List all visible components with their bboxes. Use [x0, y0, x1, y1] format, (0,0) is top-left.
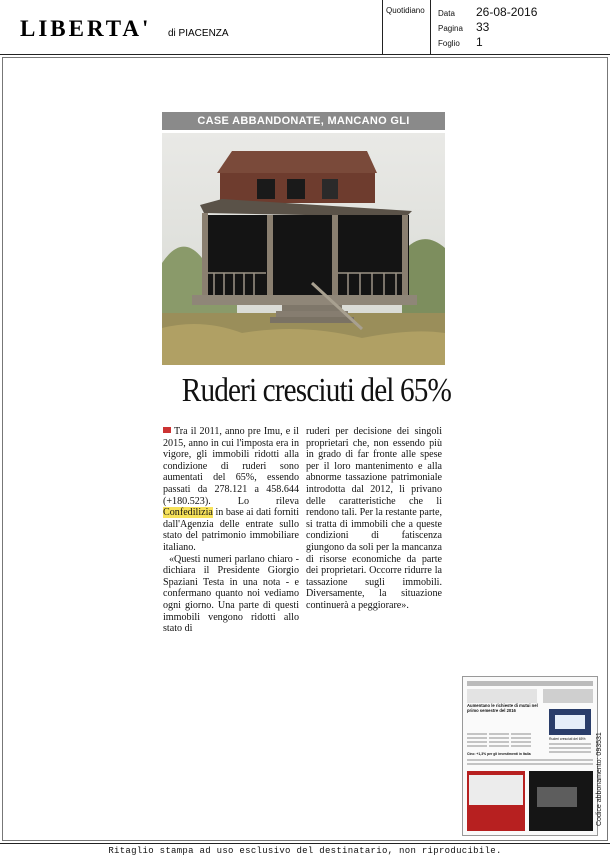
publication-type: Quotidiano — [386, 6, 425, 15]
abandoned-house-photo — [162, 133, 445, 365]
article-paragraph: ruderi per decisione dei singoli proprietari che, non essendo più in grado di far fronte alle spese per il loro mantenimento e alla abnorme tassazione patrimoniale introdotta dal 2012, li privano delle caratteristiche che li rendono tali. Per la restante parte, si tratta di immobili che a queste condizioni di fatiscenza giungono da soli per la mancanza di risorse economiche da parte dei proprietari. Occorre ridurre la tassazione sugli immobili. Diversamente, la situazione continuerà a peggiorare». — [306, 426, 442, 611]
newspaper-logo-subtitle: di PIACENZA — [168, 28, 229, 39]
page-thumbnail — [462, 676, 598, 836]
article-paragraph — [163, 426, 299, 554]
masthead-divider — [382, 0, 383, 54]
highlighted-term: Confedilizia — [163, 507, 213, 519]
article-kicker: CASE ABBANDONATE, MANCANO GLI — [162, 112, 445, 130]
article-text: in base ai dati forniti dall'Agenzia delle entrate sullo stato del patrimonio immobiliare italiano. — [163, 507, 299, 553]
pagina-value: 33 — [476, 20, 490, 34]
foglio-label: Foglio — [438, 39, 460, 48]
data-label: Data — [438, 9, 455, 18]
data-value: 26-08-2016 — [476, 5, 538, 19]
subscription-code-text: Codice abbonamento: 093531 — [596, 732, 603, 826]
article-paragraph: «Questi numeri parlano chiaro - dichiara il Presidente Giorgio Spaziani Testa in una nota - e confermano quanto noi vediamo ogni giorno. Una parte di questi immobili vengono ridotti allo stato di — [163, 553, 299, 635]
article-column-left — [163, 426, 299, 635]
newspaper-logo: LIBERTA' — [20, 16, 152, 41]
article-headline: Ruderi cresciuti del 65% — [181, 372, 452, 409]
footer-notice: Ritaglio stampa ad uso esclusivo del destinatario, non riproducibile. — [0, 843, 610, 861]
thumbnail-subheadline: Ruderi cresciuti del 65% — [549, 737, 586, 741]
thumbnail-headline: Aumentano le richieste di mutui nel primo semestre del 2016 — [467, 703, 538, 713]
foglio-value: 1 — [476, 35, 483, 49]
article-text: Tra il 2011, anno pre Imu, e il 2015, anno in cui l'imposta era in vigore, gli immobili ridotti alla condizione di ruderi sono aumentati del 65%, essendo passati da 278.121 a 458.644 (+180.523). Lo rileva — [163, 426, 299, 507]
masthead — [0, 0, 610, 55]
thumbnail-subheadline: Cinc: +1,3% per gli investimenti in Italia — [467, 752, 531, 756]
masthead-divider — [430, 0, 431, 54]
article-column-right — [306, 426, 442, 612]
section-marker-icon — [163, 427, 171, 433]
pagina-label: Pagina — [438, 24, 463, 33]
subscription-code — [592, 732, 603, 826]
thumbnail-page-image — [463, 677, 597, 835]
